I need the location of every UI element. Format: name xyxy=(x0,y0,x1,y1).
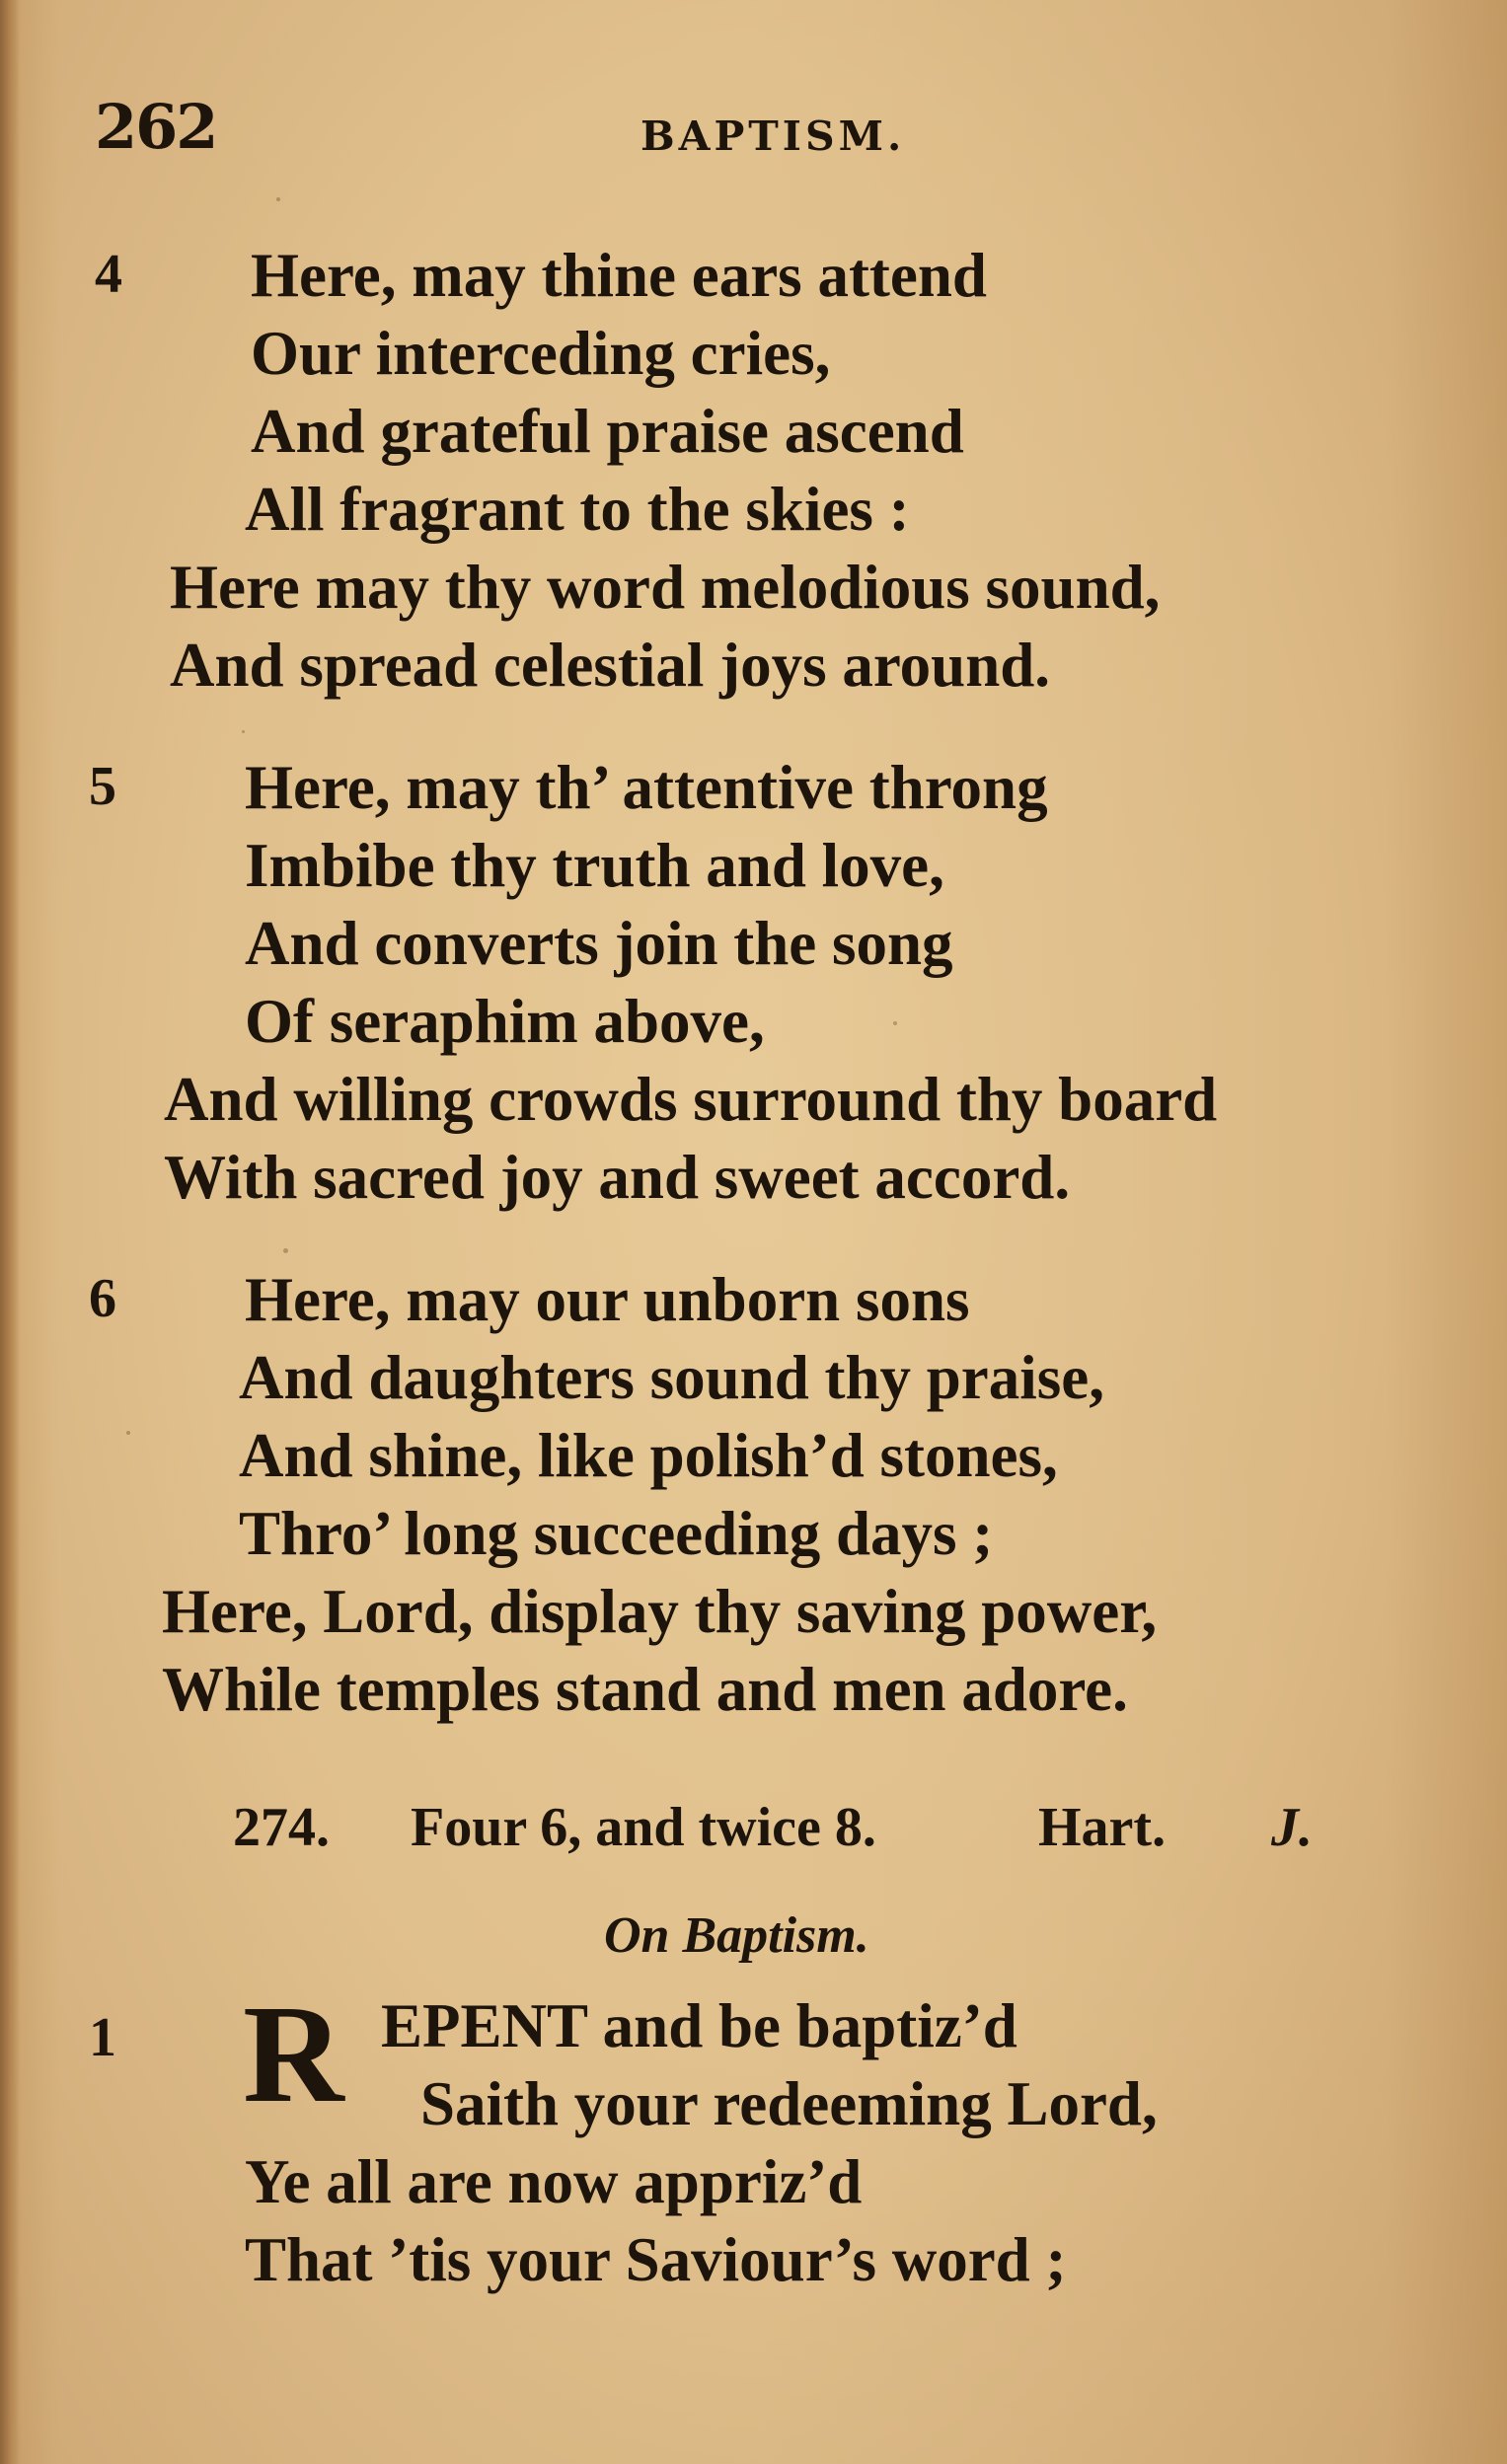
verse-line: Our interceding cries, xyxy=(251,319,831,388)
stanza-number: 6 xyxy=(89,1268,116,1329)
stanza-number: 5 xyxy=(89,756,116,817)
hymn-title: On Baptism. xyxy=(604,1907,869,1964)
verse-line: Of seraphim above, xyxy=(245,987,765,1056)
verse-line: Saith your redeeming Lord, xyxy=(420,2069,1158,2138)
verse-line: With sacred joy and sweet accord. xyxy=(164,1143,1071,1212)
verse-line: While temples stand and men adore. xyxy=(162,1655,1128,1724)
paper-speck xyxy=(893,1021,897,1025)
page-header xyxy=(95,91,1378,170)
verse-line: Here, Lord, display thy saving power, xyxy=(162,1577,1158,1646)
verse-line: And shine, like polish’d stones, xyxy=(239,1421,1058,1490)
verse-line: Imbibe thy truth and love, xyxy=(245,831,944,900)
stanza-number: 4 xyxy=(95,244,122,305)
verse-line: Here, may thine ears attend xyxy=(251,241,987,310)
verse-line: And converts join the song xyxy=(245,909,953,978)
paper-speck xyxy=(126,1431,130,1435)
page-edge-shadow xyxy=(0,0,20,2464)
verse-line: And spread celestial joys around. xyxy=(170,631,1051,700)
verse-line: That ’tis your Saviour’s word ; xyxy=(245,2225,1067,2294)
hymn-heading xyxy=(233,1796,1368,1865)
drop-cap: R xyxy=(243,1976,344,2131)
running-head: BAPTISM. xyxy=(640,112,906,160)
hymn-tune: Hart. xyxy=(1038,1797,1167,1858)
verse-line: Thro’ long succeeding days ; xyxy=(239,1499,994,1568)
verse-line: Ye all are now appriz’d xyxy=(245,2147,863,2216)
hymn-author: J. xyxy=(1271,1797,1313,1858)
hymn-number: 274. xyxy=(233,1797,330,1858)
verse-line: And grateful praise ascend xyxy=(251,397,964,466)
stanza-number: 1 xyxy=(89,2007,116,2068)
verse-line: And daughters sound thy praise, xyxy=(239,1343,1104,1412)
verse-line: Here, may th’ attentive throng xyxy=(245,753,1048,822)
paper-speck xyxy=(276,197,280,201)
verse-line: And willing crowds surround thy board xyxy=(164,1065,1218,1134)
hymn-meter: Four 6, and twice 8. xyxy=(411,1797,876,1858)
verse-line: Here, may our unborn sons xyxy=(245,1265,970,1334)
paper-speck xyxy=(283,1248,288,1253)
paper-speck xyxy=(242,730,245,733)
verse-line: Here may thy word melodious sound, xyxy=(170,553,1161,622)
verse-line: EPENT and be baptiz’d xyxy=(381,1991,1017,2060)
page-number: 262 xyxy=(95,91,217,163)
verse-line: All fragrant to the skies : xyxy=(245,475,910,544)
